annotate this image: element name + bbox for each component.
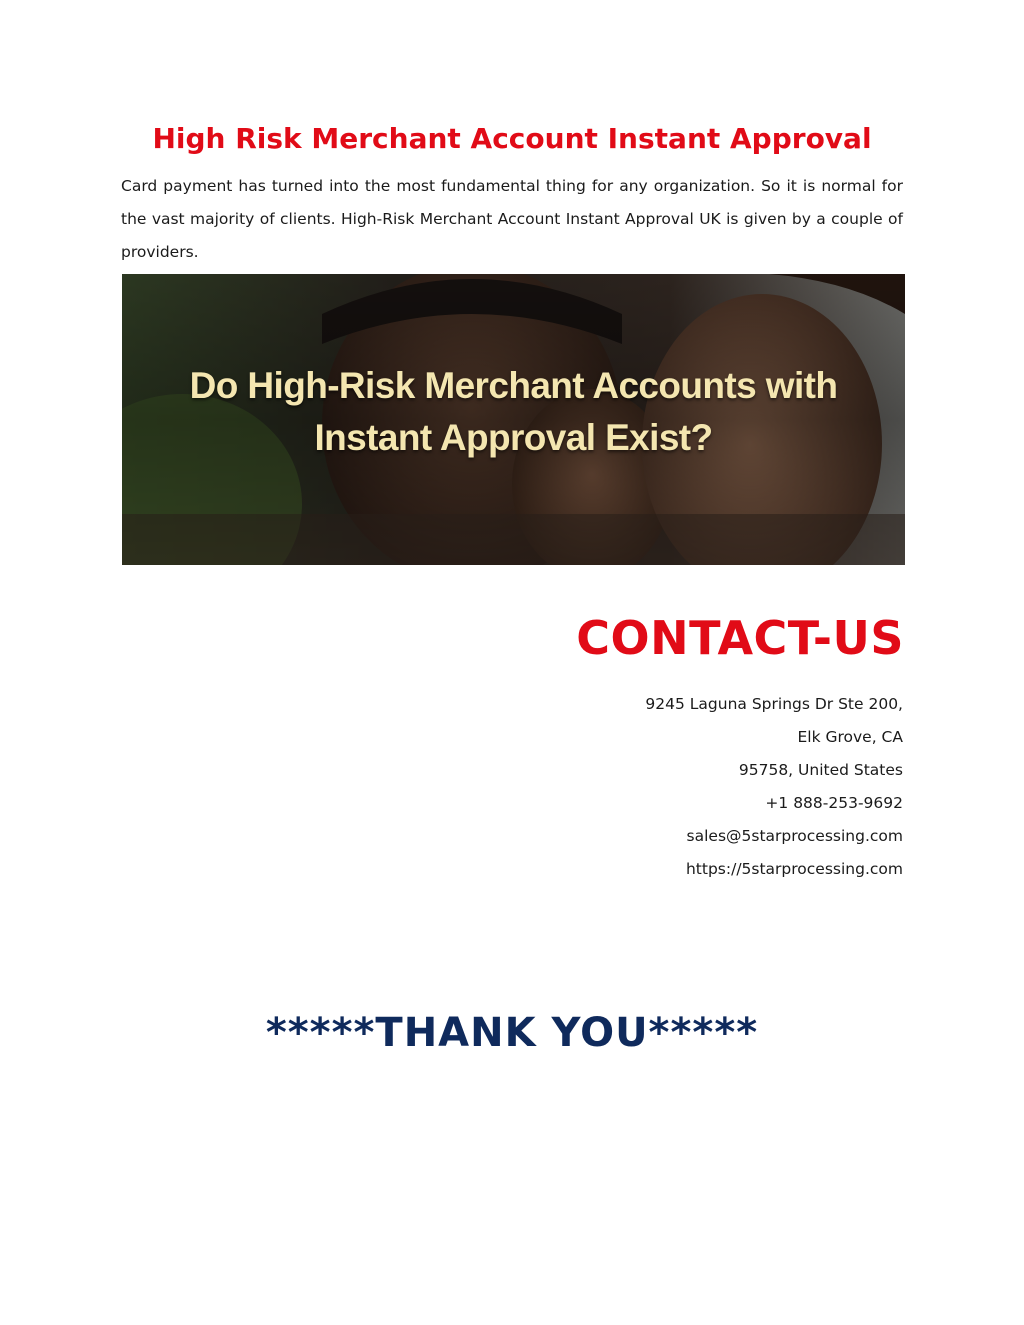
intro-paragraph: Card payment has turned into the most fundamental thing for any organization. So it is normal for the vast majority of clients. High-Risk Merchant Account Instant Approval UK is given by a couple of providers. [121, 177, 903, 261]
phone-number: +1 888-253-9692 [765, 794, 903, 812]
contact-details [483, 688, 903, 886]
address-line-2: Elk Grove, CA [797, 728, 903, 746]
thank-you-heading: *****THANK YOU***** [265, 1010, 759, 1056]
hero-caption [122, 360, 905, 464]
hero-image [122, 274, 905, 565]
hero-caption-line1: Do High-Risk Merchant Accounts with [189, 365, 838, 406]
email-address: sales@5starprocessing.com [686, 827, 903, 845]
address-line-1: 9245 Laguna Springs Dr Ste 200, [645, 695, 903, 713]
hero-caption-line2: Instant Approval Exist? [314, 417, 713, 458]
address-line-3: 95758, United States [738, 761, 903, 779]
contact-heading: CONTACT-US [576, 611, 904, 665]
website-url: https://5starprocessing.com [685, 860, 903, 878]
page-title: High Risk Merchant Account Instant Approval [152, 122, 872, 155]
